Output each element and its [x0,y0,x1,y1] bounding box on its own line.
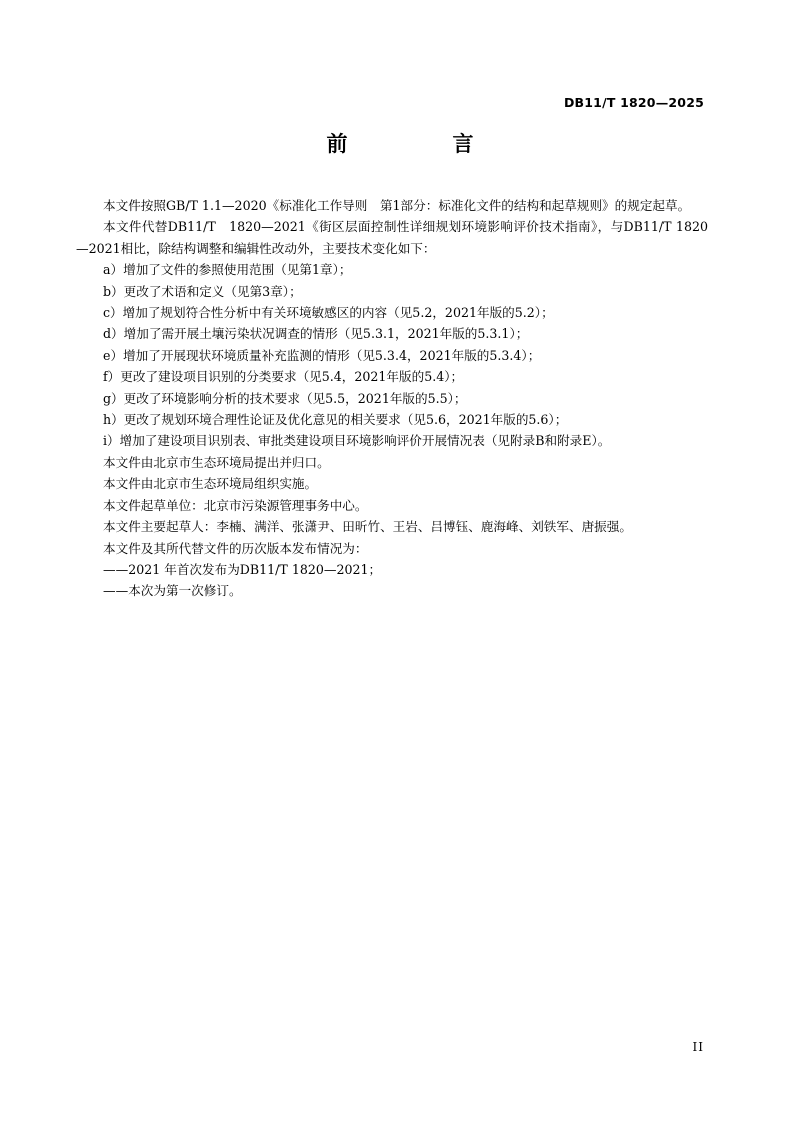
document-code: DB11/T 1820—2025 [563,95,704,110]
list-item: g）更改了环境影响分析的技术要求（见5.5，2021年版的5.5）； [103,390,467,406]
list-item: e）增加了开展现状环境质量补充监测的情形（见5.3.4，2021年版的5.3.4）； [103,347,541,363]
preface-body [76,195,708,602]
list-item: a）增加了文件的参照使用范围（见第1章）； [103,262,352,278]
list-item: c）增加了规划符合性分析中有关环境敏感区的内容（见5.2，2021年版的5.2）； [103,305,554,321]
list-item: h）更改了规划环境合理性论证及优化意见的相关要求（见5.6，2021年版的5.6）； [103,412,568,428]
list-item: i）增加了建设项目识别表、审批类建设项目环境影响评价开展情况表（见附录B和附录E）。 [103,433,611,449]
intro-paragraph-2: 本文件代替DB11/T 1820—2021《街区层面控制性详细规划环境影响评价技术指南》，与DB11/T 1820—2021相比，除结构调整和编辑性改动外，主要技术变化如下： [76,219,708,256]
history-item: ——2021 年首次发布为DB11/T 1820—2021； [103,561,382,577]
page-number: II [692,1040,704,1054]
changes-list [76,259,708,452]
drafting-unit-paragraph: 本文件起草单位：北京市污染源管理事务中心。 [103,497,368,513]
organized-by-paragraph: 本文件由北京市生态环境局组织实施。 [103,476,318,492]
history-item: ——本次为第一次修订。 [103,583,242,599]
list-item: b）更改了术语和定义（见第3章）； [103,283,302,299]
page-title: 前 言 [326,132,516,156]
history-intro-paragraph: 本文件及其所代替文件的历次版本发布情况为： [103,540,368,556]
drafters-paragraph: 本文件主要起草人：李楠、满洋、张潇尹、田昕竹、王岩、吕博钰、鹿海峰、刘铁军、唐振强。 [103,519,632,535]
list-item: d）增加了需开展土壤污染状况调查的情形（见5.3.1，2021年版的5.3.1）； [103,326,529,342]
proposed-by-paragraph: 本文件由北京市生态环境局提出并归口。 [103,454,330,470]
list-item: f）更改了建设项目识别的分类要求（见5.4，2021年版的5.4）； [103,369,464,385]
intro-paragraph-1: 本文件按照GB/T 1.1—2020《标准化工作导则 第1部分：标准化文件的结构和起草规则》的规定起草。 [103,198,691,213]
